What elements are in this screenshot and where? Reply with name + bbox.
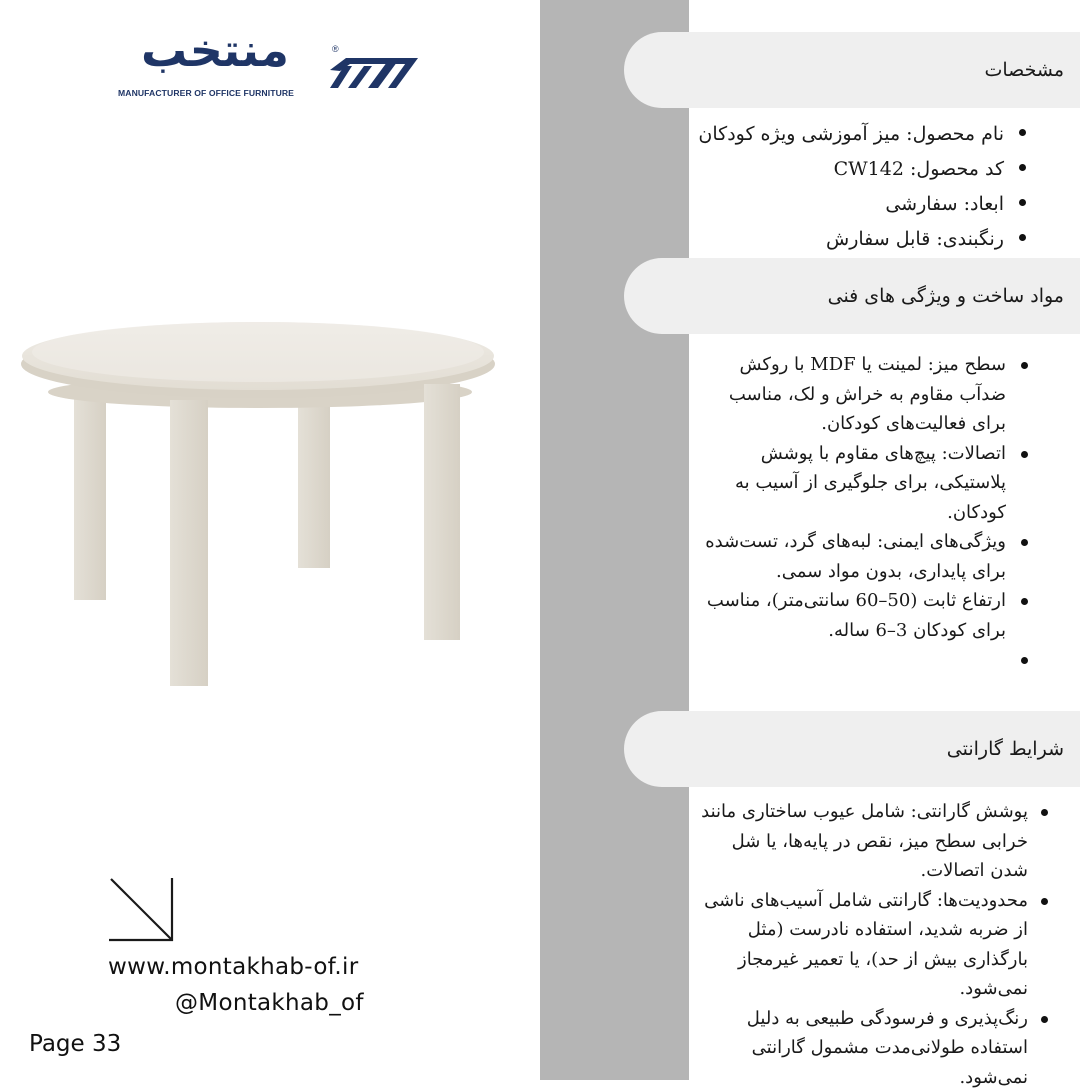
list-item: کد محصول: CW142 (690, 152, 1030, 187)
specs-list (690, 117, 1030, 257)
brand-tagline: MANUFACTURER OF OFFICE FURNITURE (118, 88, 318, 98)
section-title-specs: مشخصات (984, 59, 1064, 81)
registered-mark: ® (332, 44, 339, 54)
section-title-material: مواد ساخت و ویژگی های فنی (828, 285, 1064, 307)
gray-column-band (540, 0, 689, 1080)
warranty-list (700, 797, 1050, 1092)
list-item: رنگ‌پذیری و فرسودگی طبیعی به دلیل استفاده طولانی‌مدت مشمول گارانتی نمی‌شود. (700, 1004, 1050, 1092)
material-list (692, 350, 1032, 675)
list-item: محدودیت‌ها: گارانتی شامل آسیب‌های ناشی از ضربه شدید، استفاده نادرست (مثل بارگذاری بیش از حد)، یا تعمیر غیرمجاز نمی‌شود. (700, 886, 1050, 1004)
social-handle-link[interactable]: @Montakhab_of (175, 990, 364, 1016)
section-title-warranty: شرایط گارانتی (947, 738, 1064, 760)
arrow-down-right-icon (108, 876, 176, 944)
section-header-warranty (624, 711, 1080, 787)
website-link[interactable]: www.montakhab-of.ir (108, 954, 358, 980)
list-item: اتصالات: پیچ‌های مقاوم با پوشش پلاستیکی، برای جلوگیری از آسیب به کودکان. (692, 439, 1032, 528)
brand-wordmark: منتخب (120, 20, 310, 80)
round-kids-table-icon (18, 300, 502, 700)
section-header-material (624, 258, 1080, 334)
page-number: Page 33 (29, 1031, 121, 1057)
list-item: نام محصول: میز آموزشی ویژه کودکان (690, 117, 1030, 152)
list-item: ویژگی‌های ایمنی: لبه‌های گرد، تست‌شده برای پایداری، بدون مواد سمی. (692, 527, 1032, 586)
list-item: سطح میز: لمینت یا MDF با روکش ضدآب مقاوم به خراش و لک، مناسب برای فعالیت‌های کودکان. (692, 350, 1032, 439)
list-item: ابعاد: سفارشی (690, 187, 1030, 222)
list-item: رنگبندی: قابل سفارش (690, 222, 1030, 257)
list-item-empty (692, 645, 1032, 675)
list-item: پوشش گارانتی: شامل عیوب ساختاری مانند خرابی سطح میز، نقص در پایه‌ها، یا شل شدن اتصالات. (700, 797, 1050, 886)
section-header-specs (624, 32, 1080, 108)
list-item: ارتفاع ثابت (50–60 سانتی‌متر)، مناسب برای کودکان 3–6 ساله. (692, 586, 1032, 645)
